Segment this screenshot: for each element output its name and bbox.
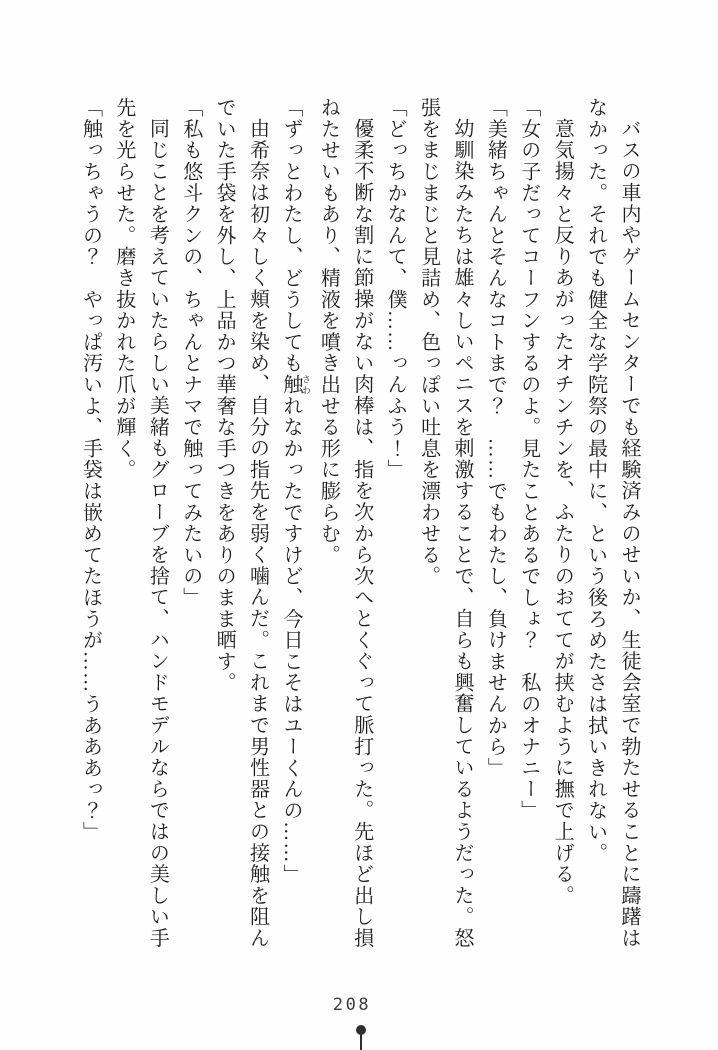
page-number: 208 [332, 995, 372, 1015]
text-line: 優柔不断な割に節操がない肉棒は、指を次から次へとくぐって脈打った。先ほど出し損 [350, 118, 373, 949]
text-line: 先を光らせた。磨き抜かれた爪が輝く。 [112, 97, 135, 481]
text-line: 「私も悠斗クンの、ちゃんとナマで触ってみたいの」 [179, 97, 202, 609]
text-line: 「触っちゃうの？ やっぱ汚いよ、手袋は嵌めてたほうが……うあああっ？」 [79, 97, 102, 843]
text-line: なかった。それでも健全な学院祭の最中に、という後ろめたさは拭いきれない。 [584, 97, 607, 864]
text-line: 「ずっとわたし、どうしても触 さわれなかったですけど、今日こそはユーくんの……」 [279, 97, 311, 886]
text-line: 意気揚々と反りあがったオチンチンを、ふたりのおててが挟むように撫で上げる。 [551, 118, 574, 907]
text-line: でいた手袋を外し、上品かつ華奢な手つきをありのまま晒す。 [213, 97, 236, 694]
text-line: 由希奈は初々しく頬を染め、自分の指先を弱く噛んだ。これまで男性器との接触を阻ん [246, 118, 269, 949]
ruby-annotated-text: 触 さわ [279, 373, 311, 396]
text-line: 「美緒ちゃんとそんなコトまで？ ……でもわたし、負けませんから」 [484, 97, 507, 779]
text-line: 幼馴染みたちは雄々しいペニスを刺激することで、自らも興奮しているようだった。怒 [450, 118, 473, 949]
text-block [73, 97, 645, 957]
text-line: 「どっちかなんて、僕……っんふう！」 [384, 97, 407, 481]
fold-line [360, 1033, 362, 1050]
text-line: 「女の子だってコーフンするのよ。見たことあるでしょ？ 私のオナニー」 [517, 97, 540, 822]
text-line: ねたせいもあり、精液を噴き出せる形に膨らむ。 [317, 97, 340, 566]
text-line: 張をまじまじと見詰め、色っぽい吐息を漂わせる。 [417, 97, 440, 587]
text-line: バスの車内やゲームセンターでも経験済みのせいか、生徒会室で勃たせることに躊躇は [618, 118, 640, 949]
text-line: 同じことを考えていたらしい美緒もグローブを捨て、ハンドモデルならではの美しい手 [146, 118, 169, 949]
